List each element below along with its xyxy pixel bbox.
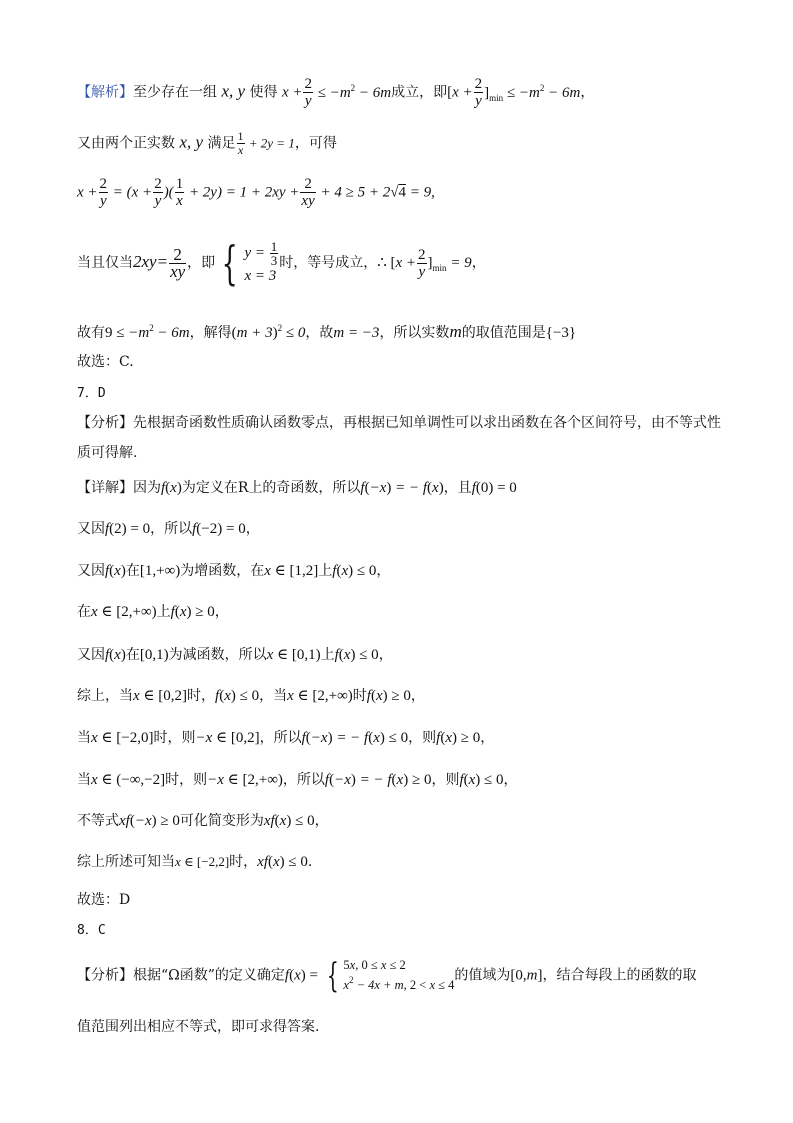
detail-line-7: 当x ∈ [−2,0]时，则−x ∈ [0,2]，所以f(−x) = − f(x) ≤ 0，则f(x) ≥ 0， <box>77 730 495 746</box>
question-number-8: 8．C <box>77 923 106 938</box>
detail-line-1: 【详解】因为f(x)为定义在R上的奇函数，所以f(−x) = − f(x)，且f(0) = 0 <box>77 480 517 496</box>
detail-line-9: 不等式xf(−x) ≥ 0可化简变形为xf(x) ≤ 0， <box>77 813 329 829</box>
solution-equation-line: x + $\frac{2}{y}$ = (x + $\frac{2}{y}$ )( $\frac{1}{x}$ + 2y) = 1 + 2xy + $\frac{2}{xy}$ + 4 ≥ 5 + 2√4 = 9, <box>77 176 435 209</box>
detail-line-4: 在x ∈ [2,+∞)上f(x) ≥ 0， <box>77 604 229 620</box>
detail-line-3: 又因f(x)在[1,+∞)为增函数，在x ∈ [1,2]上f(x) ≤ 0， <box>77 563 391 579</box>
analysis-tag: 【解析】 <box>77 84 133 101</box>
solution-line-5: 故有$9 \le -m^2 - 6m$，解得$(m + 3)^2 \le 0$，故m = −3，所以实数m的取值范围是{−3} <box>77 322 577 341</box>
analysis-tag: 【分析】 <box>77 415 133 431</box>
analysis-line-8-cont: 值范围列出相应不等式，即可求得答案. <box>77 1019 320 1035</box>
detail-line-2: 又因f(2) = 0，所以f(−2) = 0， <box>77 521 260 537</box>
analysis-tag: 【分析】 <box>77 967 133 984</box>
analysis-line-7-cont: 质可得解. <box>77 445 138 461</box>
answer-line-7: 故选：D <box>77 892 131 908</box>
solution-line-1: 【解析】至少存在一组 x, y 使得 x + $\frac{2}{y}$ ≤ $-m^2 - 6m$成立，即[x + $\frac{2}{y}$ ]$_{min} \le -m^2 - 6m$， <box>77 76 595 109</box>
detail-line-10: 综上所述可知当x ∈ [−2,2]时，xf(x) ≤ 0. <box>77 854 313 870</box>
detail-line-6: 综上，当x ∈ [0,2]时，f(x) ≤ 0，当x ∈ [2,+∞)时f(x) ≥ 0， <box>77 688 425 704</box>
detail-tag: 【详解】 <box>77 480 133 496</box>
inequality-expression: x + <box>281 84 303 101</box>
equation-system: { y = $\frac{1}{3}$ x = 3 <box>221 236 278 290</box>
detail-line-5: 又因f(x)在[0,1)为减函数，所以x ∈ [0,1)上f(x) ≤ 0， <box>77 647 393 663</box>
detail-line-8: 当x ∈ (−∞,−2]时，则−x ∈ [2,+∞)，所以f(−x) = − f(x) ≥ 0，则f(x) ≤ 0， <box>77 772 518 788</box>
analysis-line-7: 【分析】先根据奇函数性质确认函数零点，再根据已知单调性可以求出函数在各个区间符号，由不等式性 <box>77 415 721 431</box>
answer-line-6: 故选：C. <box>77 354 134 370</box>
analysis-line-8: 【分析】根据“Ω函数”的定义确定f(x) = { 5x, 0 ≤ x ≤ 2 $x^2 - 4x + m$, 2 < x ≤ 4 的值域为[0,m]，结合每段上的函数的取 <box>77 955 697 996</box>
question-number-7: 7．D <box>77 386 106 401</box>
solution-line-4: 当且仅当2xy= $\frac{2}{xy}$ ，即 { y = $\frac{1}{3}$ x = 3 时，等号成立，∴ [x + $\frac{2}{y}$ ]$_{min} = 9$， <box>77 236 486 290</box>
piecewise-function: { 5x, 0 ≤ x ≤ 2 $x^2 - 4x + m$, 2 < x ≤ 4 <box>326 955 455 996</box>
solution-line-2: 又由两个正实数 x, y 满足 $\frac{1}{x}$ + 2y = 1，可得 <box>77 129 337 157</box>
